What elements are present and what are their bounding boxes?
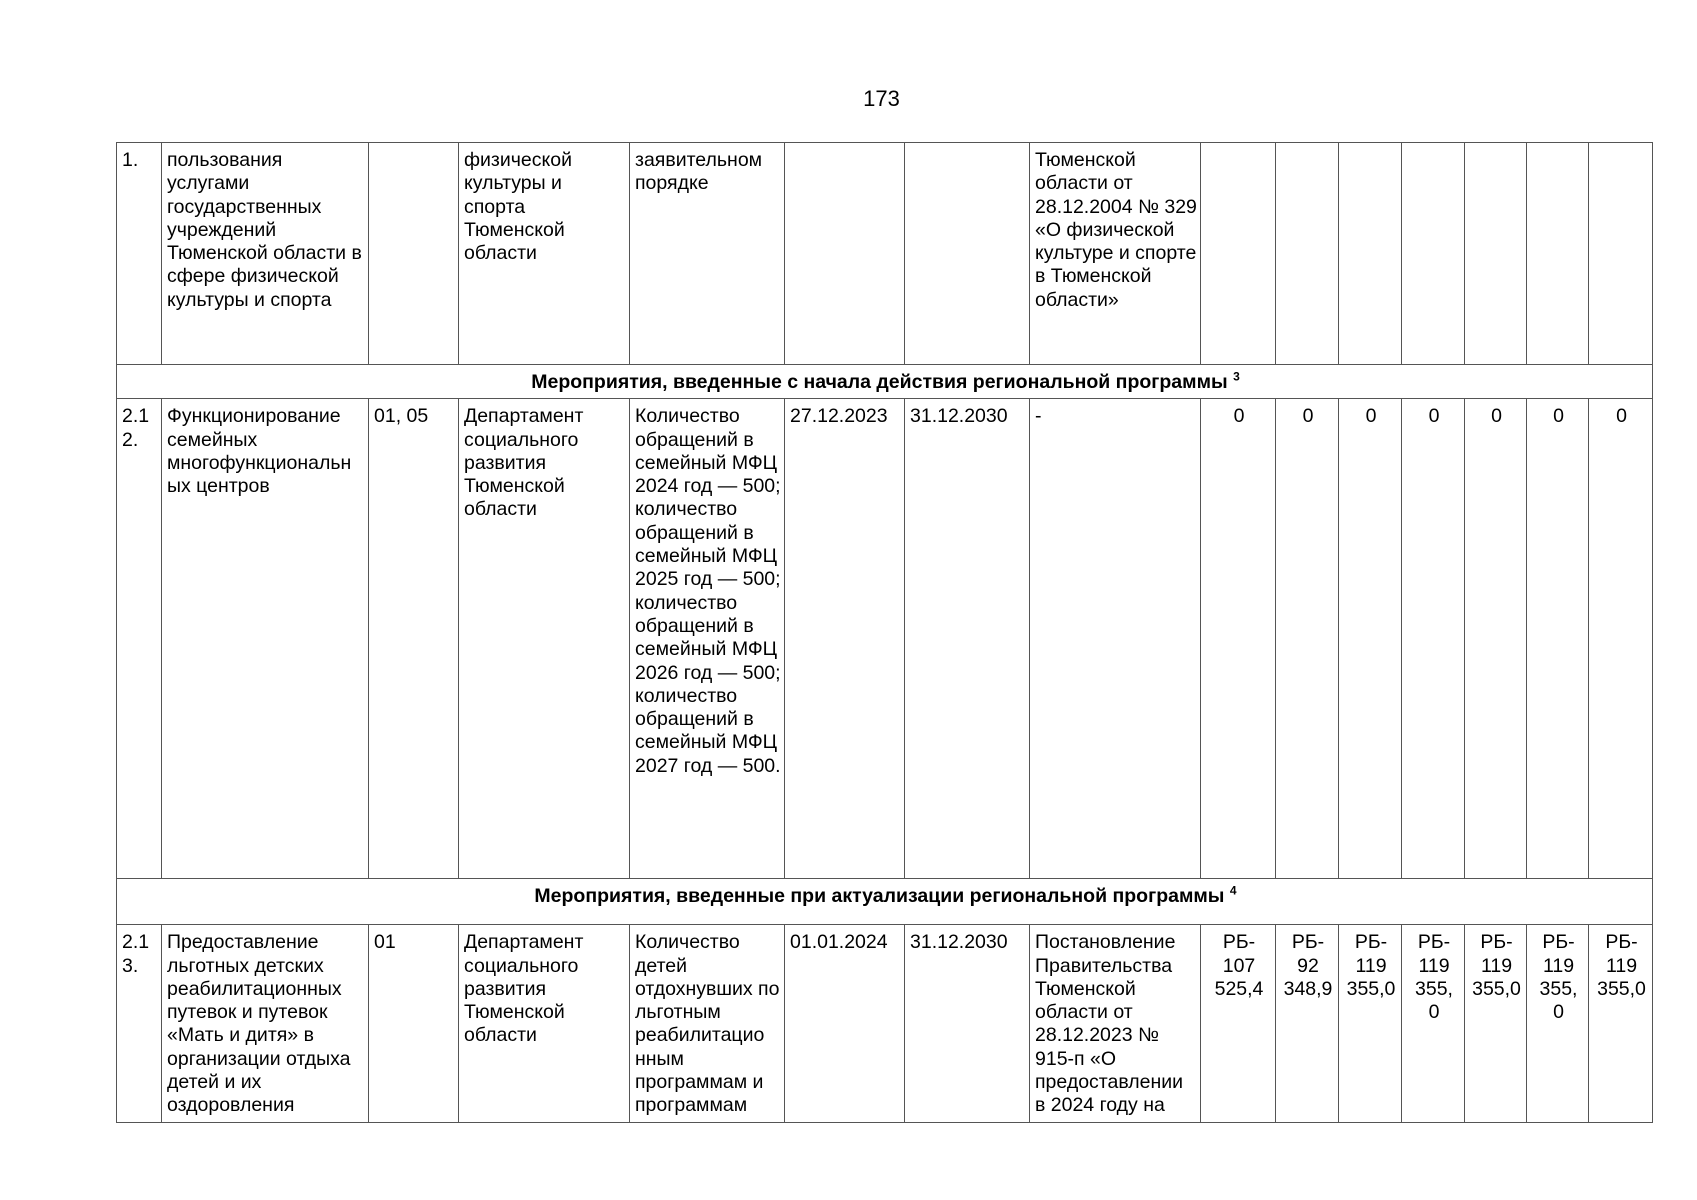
start-date: 01.01.2024 (785, 925, 905, 1123)
expected-result: Количество детей отдохнувших по льготным реабилитацио нным программам и программам (630, 925, 785, 1123)
funding-cell: РБ- 119 355,0 (1465, 925, 1527, 1123)
activity-name: Функционирование семейных многофункциональн ых центров (162, 399, 369, 879)
row-number: 2.1 2. (117, 399, 162, 879)
funding-cell (1201, 143, 1276, 365)
footnote-mark: 4 (1229, 883, 1237, 898)
responsible-executor: Департамент социального развития Тюменской области (459, 925, 630, 1123)
legal-basis: Тюменской области от 28.12.2004 № 329 «О физической культуре и спорте в Тюменской области» (1030, 143, 1201, 365)
section-header (117, 879, 1653, 925)
funding-cell: РБ- 119 355,0 (1339, 925, 1402, 1123)
funding-cell: РБ- 119 355, 0 (1402, 925, 1465, 1123)
section-header-row (117, 365, 1653, 399)
funding-cell (1465, 143, 1527, 365)
page-number: 173 (863, 86, 900, 111)
start-date (785, 143, 905, 365)
funding-cell: 0 (1339, 399, 1402, 879)
activity-name: пользования услугами государственных учреждений Тюменской области в сфере физической культуры и спорта (162, 143, 369, 365)
funding-cell: 0 (1527, 399, 1589, 879)
funding-cell (1589, 143, 1653, 365)
funding-cell (1527, 143, 1589, 365)
end-date (905, 143, 1030, 365)
funding-cell: РБ- 92 348,9 (1276, 925, 1339, 1123)
legal-basis: - (1030, 399, 1201, 879)
section-title: Мероприятия, введенные при актуализации региональной программы (534, 885, 1225, 908)
code: 01, 05 (369, 399, 459, 879)
expected-result: Количество обращений в семейный МФЦ 2024 год — 500; количество обращений в семейный МФЦ 2025 год — 500; количество обращений в семейный МФЦ 2026 год — 500; количество обращений в семейный МФЦ 2027 год — 500. (630, 399, 785, 879)
funding-cell (1276, 143, 1339, 365)
table-row (117, 399, 1653, 879)
section-title: Мероприятия, введенные с начала действия региональной программы (531, 371, 1228, 393)
end-date: 31.12.2030 (905, 399, 1030, 879)
code (369, 143, 459, 365)
funding-cell: РБ- 107 525,4 (1201, 925, 1276, 1123)
funding-cell (1402, 143, 1465, 365)
responsible-executor: физической культуры и спорта Тюменской области (459, 143, 630, 365)
start-date: 27.12.2023 (785, 399, 905, 879)
funding-cell (1339, 143, 1402, 365)
funding-cell: 0 (1201, 399, 1276, 879)
section-header (117, 365, 1653, 399)
end-date: 31.12.2030 (905, 925, 1030, 1123)
footnote-mark: 3 (1233, 369, 1240, 384)
table-row (117, 925, 1653, 1123)
row-number: 1. (117, 143, 162, 365)
legal-basis: Постановление Правительства Тюменской области от 28.12.2023 № 915-п «О предоставлении в 2024 году на (1030, 925, 1201, 1123)
code: 01 (369, 925, 459, 1123)
funding-cell: 0 (1402, 399, 1465, 879)
funding-cell: 0 (1276, 399, 1339, 879)
section-header-row (117, 879, 1653, 925)
activity-name: Предоставление льготных детских реабилитационных путевок и путевок «Мать и дитя» в организации отдыха детей и их оздоровления (162, 925, 369, 1123)
funding-cell: 0 (1465, 399, 1527, 879)
row-number: 2.1 3. (117, 925, 162, 1123)
table-row (117, 143, 1653, 365)
funding-cell: РБ- 119 355,0 (1589, 925, 1653, 1123)
funding-cell: 0 (1589, 399, 1653, 879)
program-activities-table (116, 142, 1653, 1123)
funding-cell: РБ- 119 355, 0 (1527, 925, 1589, 1123)
responsible-executor: Департамент социального развития Тюменской области (459, 399, 630, 879)
expected-result: заявительном порядке (630, 143, 785, 365)
